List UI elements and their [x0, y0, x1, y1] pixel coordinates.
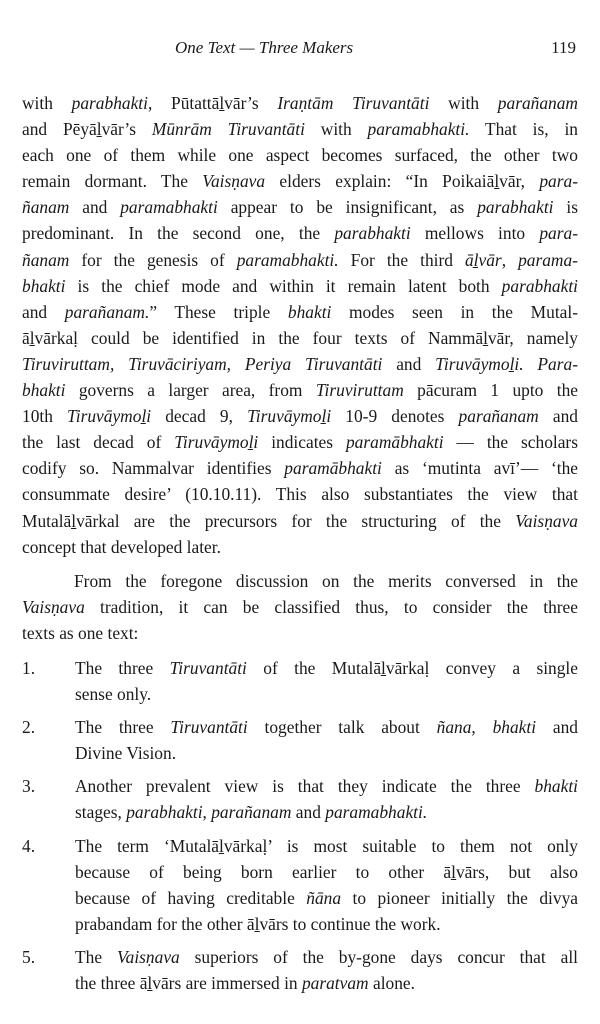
text-line: āḻvārkaḷ could be identified in the four texts of Nammāḻvār, namely: [22, 327, 578, 348]
text-line: ñanam and paramabhakti appear to be insignificant, as parabhakti is: [22, 197, 579, 218]
text-line: The three Tiruvantāti together talk about ñana, bhakti and: [75, 717, 578, 738]
text-line: concept that developed later.: [22, 536, 221, 557]
text-line: Another prevalent view is that they indicate the three bhakti: [75, 776, 578, 797]
text-line: bhakti governs a larger area, from Tiruviruttam pācuram 1 upto the: [22, 380, 578, 401]
text-line: and Pēyāḻvār’s Mūnrām Tiruvantāti with paramabhakti. That is, in: [22, 119, 578, 140]
body-text: [22, 90, 578, 996]
text-line: The Vaisṇava superiors of the by-gone days concur that all: [75, 946, 579, 967]
list-item: [22, 773, 578, 825]
text-line: From the foregone discussion on the merits conversed in the: [74, 571, 578, 592]
paragraph-2: [22, 568, 578, 646]
text-line: sense only.: [75, 684, 152, 705]
text-line: prabandam for the other āḻvārs to continue the work.: [75, 913, 441, 934]
text-line: The three Tiruvantāti of the Mutalāḻvārkaḷ convey a single: [75, 657, 578, 678]
list-item-number: 3.: [22, 776, 36, 797]
text-line: Divine Vision.: [75, 743, 177, 764]
text-line: ñanam for the genesis of paramabhakti. For the third āḻvār, parama-: [22, 249, 578, 270]
text-line: Vaisṇava tradition, it can be classified thus, to consider the three: [22, 597, 578, 618]
text-line: because of having creditable ñāna to pioneer initially the divya: [75, 887, 578, 908]
list-item: [22, 714, 578, 766]
list-item-number: 4.: [22, 835, 36, 856]
page-header: [0, 38, 600, 64]
text-line: bhakti is the chief mode and within it remain latent both parabhakti: [22, 275, 578, 296]
list-item: [22, 833, 578, 937]
text-line: the three āḻvārs are immersed in paratvam alone.: [75, 973, 415, 993]
list-item: [22, 655, 578, 707]
text-line: the last decad of Tiruvāymoḻi indicates paramābhakti — the scholars: [22, 432, 578, 453]
list-item: [22, 944, 578, 996]
running-title: One Text — Three Makers: [175, 38, 354, 57]
paragraph-1: [22, 90, 578, 560]
list-item-number: 5.: [22, 946, 36, 967]
text-line: The term ‘Mutalāḻvārkaḷ’ is most suitable to them not only: [75, 835, 578, 856]
numbered-list: [22, 655, 578, 996]
text-line: each one of them while one aspect becomes surfaced, the other two: [22, 145, 578, 166]
text-line: remain dormant. The Vaisṇava elders explain: “In Poikaiāḻvār, para-: [22, 171, 578, 192]
text-line: stages, parabhakti, parañanam and paramabhakti.: [75, 802, 428, 823]
page-number: 119: [551, 38, 576, 57]
text-line: texts as one text:: [22, 623, 139, 644]
list-item-number: 1.: [22, 657, 36, 678]
text-line: predominant. In the second one, the parabhakti mellows into para-: [22, 223, 578, 244]
text-line: with parabhakti, Pūtattāḻvār’s Iraṇtām Tiruvantāti with parañanam: [22, 93, 578, 113]
text-line: 10th Tiruvāymoḻi decad 9, Tiruvāymoḻi 10-9 denotes parañanam and: [22, 406, 578, 427]
text-line: consummate desire’ (10.10.11). This also substantiates the view that: [22, 484, 578, 505]
text-line: Mutalāḻvārkal are the precursors for the structuring of the Vaisṇava: [22, 510, 578, 531]
list-item-number: 2.: [22, 717, 36, 738]
text-line: because of being born earlier to other āḻvārs, but also: [75, 861, 578, 882]
text-line: and parañanam.” These triple bhakti modes seen in the Mutal-: [22, 301, 579, 322]
text-line: Tiruviruttam, Tiruvāciriyam, Periya Tiruvantāti and Tiruvāymoḻi. Para-: [22, 353, 578, 374]
text-line: codify so. Nammalvar identifies paramābhakti as ‘mutinta avī’— ‘the: [22, 458, 578, 479]
